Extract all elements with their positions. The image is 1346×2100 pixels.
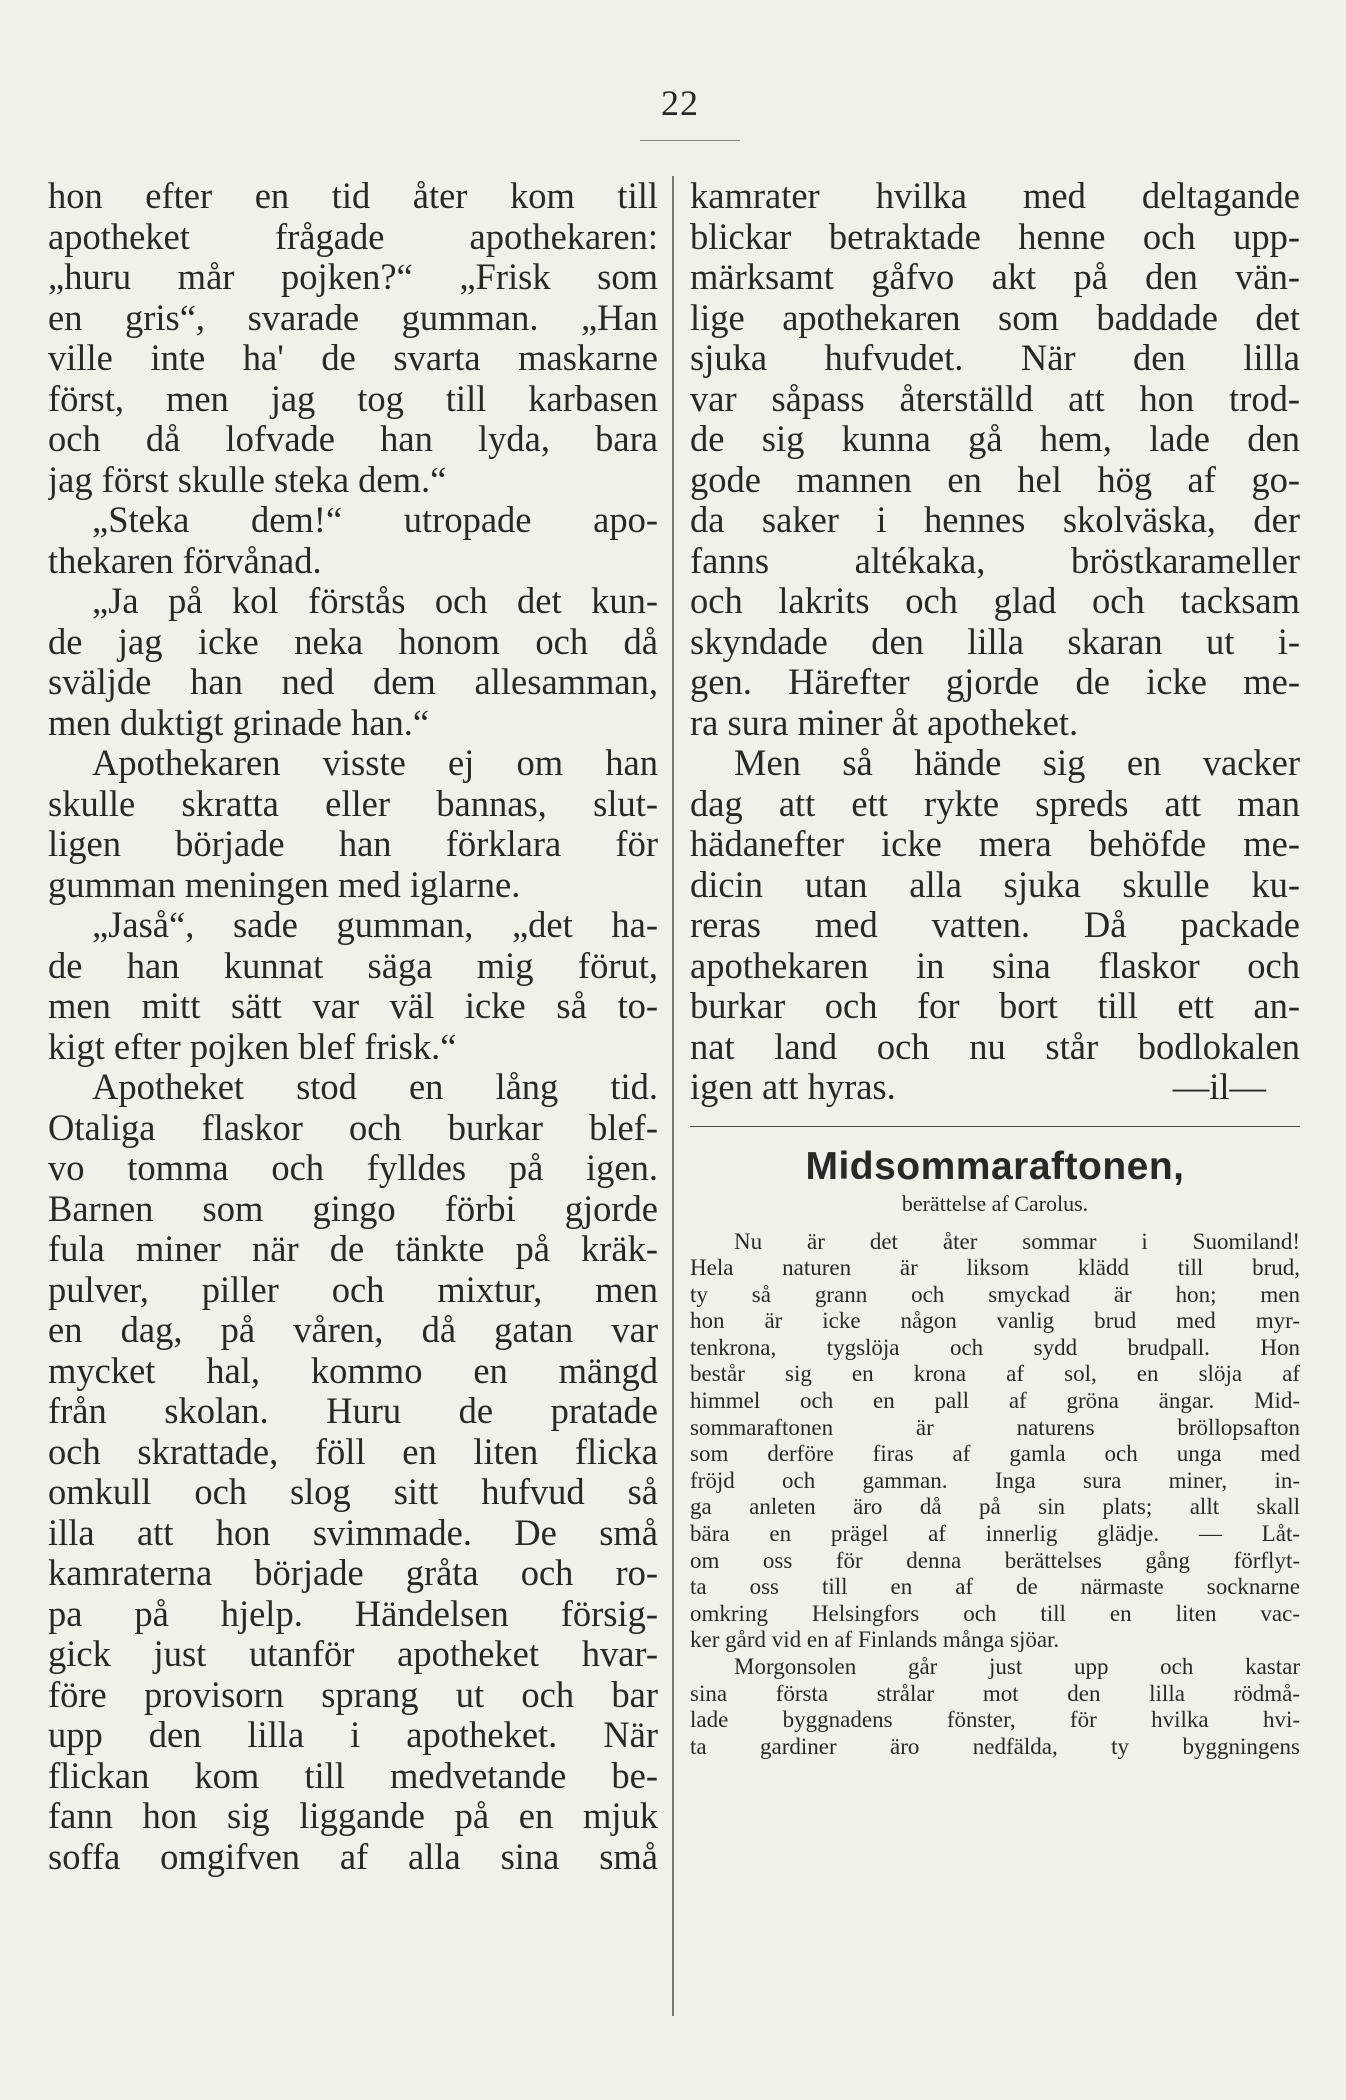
text-line: apothekaren in sina flaskor och — [690, 944, 1300, 986]
column-divider — [672, 176, 674, 2016]
text-line: fröjd och gamman. Inga sura miner, in- — [690, 1467, 1300, 1493]
text-line: sväljde han ned dem allesamman, — [48, 661, 658, 702]
text-line: fula miner när de tänkte på kräk- — [48, 1228, 658, 1269]
text-line: en dag, på våren, då gatan var — [48, 1309, 658, 1350]
right-column-text — [690, 176, 1300, 1067]
text-line: „Ja på kol förstås och det kun- — [92, 580, 658, 621]
text-line: gen. Härefter gjorde de icke me- — [690, 661, 1300, 702]
text-line: sina första strålar mot den lilla rödmå- — [690, 1680, 1300, 1706]
text-line: Nu är det åter sommar i Suomiland! — [734, 1228, 1300, 1254]
text-line: Otaliga flaskor och burkar blef- — [48, 1106, 658, 1148]
text-line: kamraterna började gråta och ro- — [48, 1552, 658, 1593]
text-line: hon är icke någon vanlig brud med myr- — [690, 1308, 1300, 1334]
text-line: de jag icke neka honom och då — [48, 620, 658, 662]
text-line: Apotheket stod en lång tid. — [92, 1066, 658, 1107]
story-title: Midsommaraftonen, — [805, 1144, 1185, 1188]
text-line: illa att hon svimmade. De små — [48, 1511, 658, 1553]
text-line: gumman meningen med iglarne. — [48, 863, 521, 905]
text-line: sjuka hufvudet. När den lilla — [690, 337, 1300, 378]
text-line: dicin utan alla sjuka skulle ku- — [690, 863, 1300, 905]
text-line: och då lofvade han lyda, bara — [48, 418, 658, 459]
text-line: bära en prägel af innerlig glädje. — Låt- — [690, 1521, 1300, 1547]
text-line: „Steka dem!“ utropade apo- — [92, 499, 658, 540]
section-divider — [690, 1126, 1300, 1127]
text-line: ligen började han förklara för — [48, 823, 658, 864]
text-line: nat land och nu står bodlokalen — [690, 1025, 1300, 1067]
text-line: men duktigt grinade han.“ — [48, 701, 430, 743]
story-byline: berättelse af Carolus. — [901, 1190, 1089, 1216]
text-line: Hela naturen är liksom klädd till brud, — [690, 1255, 1300, 1281]
text-line: ta oss till en af de närmaste socknarne — [690, 1574, 1300, 1600]
text-line: Apothekaren visste ej om han — [92, 742, 658, 783]
text-line: hon efter en tid åter kom till — [48, 176, 658, 216]
text-line: lade byggnadens fönster, för hvilka hvi- — [690, 1707, 1300, 1733]
story-body — [690, 1229, 1300, 1761]
text-line: mycket hal, kommo en mängd — [48, 1349, 658, 1391]
text-line: Morgonsolen går just upp och kastar — [734, 1654, 1300, 1679]
text-line: ta gardiner äro nedfälda, ty byggningens — [690, 1733, 1300, 1759]
text-line: från skolan. Huru de pratade — [48, 1390, 658, 1431]
text-line: skyndade den lilla skaran ut i- — [690, 620, 1300, 662]
text-line: ga anleten äro då på sin plats; allt skall — [690, 1494, 1300, 1520]
text-line: fann hon sig liggande på en mjuk — [48, 1795, 658, 1836]
right-column — [690, 176, 1300, 2022]
left-column — [48, 176, 658, 2022]
text-line: „huru mår pojken?“ „Frisk som — [48, 256, 658, 297]
text-line: soffa omgifven af alla sina små — [48, 1835, 658, 1877]
text-line: thekaren förvånad. — [48, 539, 322, 581]
text-line: pulver, piller och mixtur, men — [48, 1268, 658, 1310]
text-line: de sig kunna gå hem, lade den — [690, 418, 1300, 459]
text-line: och skrattade, föll en liten flicka — [48, 1430, 658, 1472]
text-line: reras med vatten. Då packade — [690, 904, 1300, 945]
text-line: jag först skulle steka dem.“ — [48, 458, 447, 500]
text-line: skulle skratta eller bannas, slut- — [48, 782, 658, 824]
text-line: om oss för denna berättelses gång förflyt- — [690, 1547, 1300, 1573]
text-line: omkring Helsingfors och till en liten vac- — [690, 1600, 1300, 1626]
author-signature: —il— — [1172, 1066, 1266, 1107]
text-line: Men så hände sig en vacker — [734, 742, 1300, 783]
closing-text: igen att hyras. — [690, 1066, 896, 1107]
text-line: pa på hjelp. Händelsen försig- — [48, 1592, 658, 1634]
text-line: himmel och en pall af gröna ängar. Mid- — [690, 1388, 1300, 1414]
text-line: kigt efter pojken blef frisk.“ — [48, 1025, 457, 1067]
text-line: en gris“, svarade gumman. „Han — [48, 296, 658, 338]
text-line: märksamt gåfvo akt på den vän- — [690, 256, 1300, 297]
text-line: kamrater hvilka med deltagande — [690, 176, 1300, 216]
closing-line — [690, 1067, 1300, 1108]
text-line: gick just utanför apotheket hvar- — [48, 1633, 658, 1674]
text-line: blickar betraktade henne och upp- — [690, 215, 1300, 257]
text-line: ker gård vid en af Finlands många sjöar. — [690, 1627, 1060, 1653]
text-line: består sig en krona af sol, en slöja af — [690, 1361, 1300, 1387]
text-line: fanns altékaka, bröstkarameller — [690, 539, 1300, 581]
text-line: vo tomma och fylldes på igen. — [48, 1147, 658, 1188]
text-line: flickan kom till medvetande be- — [48, 1754, 658, 1796]
text-line: upp den lilla i apotheket. När — [48, 1714, 658, 1755]
text-line: sommaraftonen är naturens bröllopsafton — [690, 1414, 1300, 1440]
text-line: apotheket frågade apothekaren: — [48, 215, 658, 257]
text-line: de han kunnat säga mig förut, — [48, 944, 658, 986]
text-line: som derföre firas af gamla och unga med — [690, 1441, 1300, 1467]
text-line: Barnen som gingo förbi gjorde — [48, 1187, 658, 1229]
text-line: tenkrona, tygslöja och sydd brudpall. Hon — [690, 1334, 1300, 1360]
text-line: först, men jag tog till karbasen — [48, 377, 658, 419]
text-line: ville inte ha' de svarta maskarne — [48, 337, 658, 378]
text-line: var såpass återställd att hon trod- — [690, 377, 1300, 419]
text-line: före provisorn sprang ut och bar — [48, 1673, 658, 1715]
text-line: gode mannen en hel hög af go- — [690, 458, 1300, 500]
text-line: men mitt sätt var väl icke så to- — [48, 985, 658, 1026]
text-line: burkar och for bort till ett an- — [690, 985, 1300, 1026]
page-number-rule — [640, 140, 740, 141]
text-line: och lakrits och glad och tacksam — [690, 580, 1300, 621]
text-line: lige apothekaren som baddade det — [690, 296, 1300, 338]
text-line: dag att ett rykte spreds att man — [690, 782, 1300, 824]
text-line: omkull och slog sitt hufvud så — [48, 1471, 658, 1512]
text-line: da saker i hennes skolväska, der — [690, 499, 1300, 540]
text-line: ra sura miner åt apotheket. — [690, 701, 1079, 743]
text-line: „Jaså“, sade gumman, „det ha- — [92, 904, 658, 945]
text-line: ty så grann och smyckad är hon; men — [690, 1281, 1300, 1307]
text-line: hädanefter icke mera behöfde me- — [690, 823, 1300, 864]
page-number: 22 — [661, 83, 699, 123]
